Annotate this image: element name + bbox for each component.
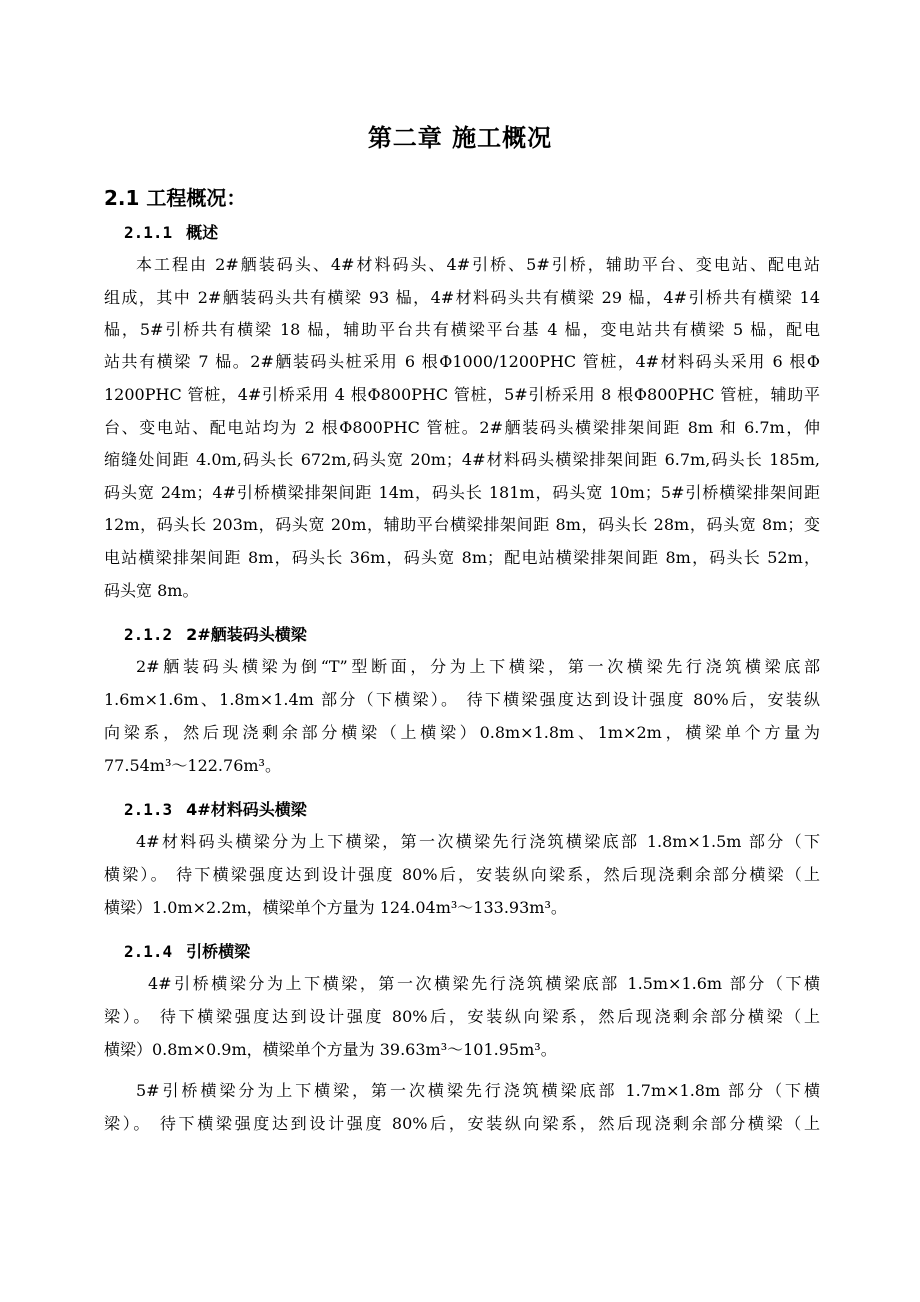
subsection-number: 2.1.4: [124, 942, 173, 961]
paragraph-line: 横梁）。 待下横梁强度达到设计强度 80%后，安装纵向梁系，然后现浇剩余部分横梁（上: [104, 865, 820, 884]
paragraph-line: 榀，5#引桥共有横梁 18 榀，辅助平台共有横梁平台基 4 榀，变电站共有横梁 5 榀，配电: [104, 320, 820, 339]
paragraph-line: 电站横梁排架间距 8m，码头长 36m，码头宽 8m；配电站横梁排架间距 8m，码头长 52m，: [104, 548, 820, 567]
paragraph-line: 向梁系，然后现浇剩余部分横梁（上横梁）0.8m×1.8m、1m×2m，横梁单个方量为: [104, 723, 820, 742]
subsection-number: 2.1.1: [124, 223, 173, 242]
paragraph-line: 77.54m³～122.76m³。: [104, 756, 281, 775]
subsection-title: 4#材料码头横梁: [186, 800, 307, 819]
paragraph-line: 1.6m×1.6m、1.8m×1.4m 部分（下横梁）。 待下横梁强度达到设计强度 80%后，安装纵: [104, 690, 820, 709]
subsection-title: 2#舾装码头横梁: [186, 625, 307, 644]
paragraph-line: 4#引桥横梁分为上下横梁，第一次横梁先行浇筑横梁底部 1.5m×1.6m 部分（下横: [148, 974, 820, 993]
paragraph-line: 组成，其中 2#舾装码头共有横梁 93 榀，4#材料码头共有横梁 29 榀，4#引桥共有横梁 14: [104, 288, 820, 307]
subsection-number: 2.1.2: [124, 625, 173, 644]
section-heading: 2.1 工程概况：: [104, 186, 247, 210]
subsection-heading-2-1-3: [124, 797, 307, 820]
subsection-heading-2-1-2: [124, 622, 307, 645]
subsection-title: 引桥横梁: [186, 942, 251, 961]
paragraph-line: 梁）。 待下横梁强度达到设计强度 80%后，安装纵向梁系，然后现浇剩余部分横梁（上: [104, 1007, 820, 1026]
paragraph-line: 台、变电站、配电站均为 2 根Φ800PHC 管桩。2#舾装码头横梁排架间距 8m 和 6.7m，伸: [104, 418, 820, 437]
paragraph-line: 横梁）1.0m×2.2m，横梁单个方量为 124.04m³～133.93m³。: [104, 898, 567, 917]
chapter-title: 第二章 施工概况: [367, 124, 553, 152]
subsection-heading-2-1-1: [124, 220, 218, 243]
paragraph-line: 站共有横梁 7 榀。2#舾装码头桩采用 6 根Φ1000/1200PHC 管桩，4#材料码头采用 6 根Φ: [104, 352, 820, 371]
paragraph-line: 本工程由 2#舾装码头、4#材料码头、4#引桥、5#引桥，辅助平台、变电站、配电站: [136, 255, 820, 274]
paragraph-line: 缩缝处间距 4.0m,码头长 672m,码头宽 20m；4#材料码头横梁排架间距 6.7m,码头长 185m,: [104, 450, 820, 469]
subsection-title: 概述: [186, 223, 219, 242]
paragraph-line: 2#舾装码头横梁为倒“T”型断面，分为上下横梁，第一次横梁先行浇筑横梁底部: [136, 657, 820, 676]
paragraph-line: 1200PHC 管桩，4#引桥采用 4 根Φ800PHC 管桩，5#引桥采用 8 根Φ800PHC 管桩，辅助平: [104, 385, 820, 404]
paragraph-line: 4#材料码头横梁分为上下横梁，第一次横梁先行浇筑横梁底部 1.8m×1.5m 部分（下: [136, 832, 820, 851]
paragraph-line: 12m，码头长 203m，码头宽 20m，辅助平台横梁排架间距 8m，码头长 28m，码头宽 8m；变: [104, 515, 820, 534]
paragraph-line: 码头宽 8m。: [104, 581, 199, 600]
subsection-heading-2-1-4: [124, 939, 250, 962]
paragraph-line: 梁）。 待下横梁强度达到设计强度 80%后，安装纵向梁系，然后现浇剩余部分横梁（上: [104, 1114, 820, 1133]
paragraph-line: 码头宽 24m；4#引桥横梁排架间距 14m，码头长 181m，码头宽 10m；5#引桥横梁排架间距: [104, 483, 820, 502]
subsection-number: 2.1.3: [124, 800, 173, 819]
paragraph-line: 5#引桥横梁分为上下横梁，第一次横梁先行浇筑横梁底部 1.7m×1.8m 部分（下横: [136, 1081, 820, 1100]
paragraph-line: 横梁）0.8m×0.9m，横梁单个方量为 39.63m³～101.95m³。: [104, 1040, 557, 1059]
